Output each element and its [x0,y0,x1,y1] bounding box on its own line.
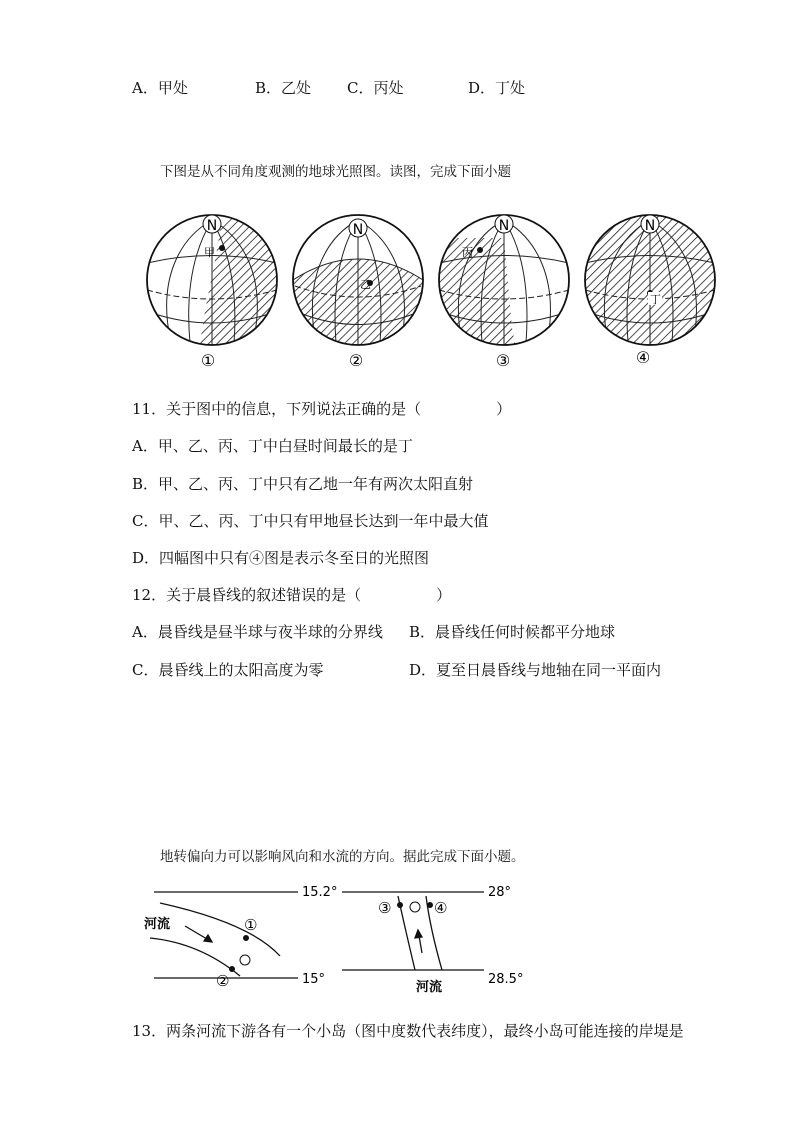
q10-option-b[interactable]: B．乙处 [255,79,312,97]
q12-option-b[interactable]: B．晨昏线任何时候都平分地球 [409,623,616,641]
q11-stem: 11．关于图中的信息，下列说法正确的是（ ） [132,400,512,418]
globe-1-caption: ① [200,351,216,370]
globe-3 [439,215,569,370]
q12-stem: 12．关于晨昏线的叙述错误的是（ ） [132,586,452,604]
globe-4-point: 丁 [650,293,661,306]
river-label-left: 河流 [144,917,171,932]
q12-option-c[interactable]: C．晨昏线上的太阳高度为零 [132,661,324,679]
q12-option-d[interactable]: D．夏至日晨昏线与地轴在同一平面内 [409,661,662,679]
river-label-right: 河流 [416,980,443,995]
globe-1 [147,208,300,370]
q11-option-c[interactable]: C．甲、乙、丙、丁中只有甲地昼长达到一年中最大值 [132,512,489,530]
globe-1-point: 甲 [204,246,215,259]
globe-4-caption: ④ [635,348,651,367]
globe-2-point: 乙 [360,278,371,291]
globe-2 [293,215,423,370]
q11-option-a[interactable]: A．甲、乙、丙、丁中白昼时间最长的是丁 [132,437,413,455]
q10-option-d[interactable]: D．丁处 [468,79,526,97]
q10-option-a[interactable]: A．甲处 [132,79,188,97]
globe-4 [580,208,720,368]
lat-bottom-left: 15° [302,972,326,987]
globe-2-pole: N [352,222,364,238]
bank-2: ② [216,972,230,990]
bank-3: ③ [378,899,392,917]
globe-4-pole: N [644,218,656,234]
q12-option-a[interactable]: A．晨昏线是昼半球与夜半球的分界线 [132,623,383,641]
intro-rivers: 地转偏向力可以影响风向和水流的方向。据此完成下面小题。 [160,849,525,865]
q10-option-c[interactable]: C．丙处 [347,79,404,97]
q11-option-d[interactable]: D．四幅图中只有④图是表示冬至日的光照图 [132,549,430,567]
globe-3-pole: N [498,218,510,234]
globes-figure [140,208,730,373]
q13-stem: 13．两条河流下游各有一个小岛（图中度数代表纬度），最终小岛可能连接的岸堤是 [132,1022,684,1040]
globe-1-pole: N [206,218,218,234]
river-left [150,892,298,978]
bank-1: ① [244,916,258,934]
river-figure [130,878,550,998]
lat-top-right: 28° [488,885,512,900]
bank-4: ④ [434,899,448,917]
lat-bottom-right: 28.5° [488,972,524,987]
globe-3-point: 丙 [462,246,473,259]
globe-3-caption: ③ [495,351,511,370]
globe-2-caption: ② [348,351,364,370]
intro-globes: 下图是从不同角度观测的地球光照图。读图，完成下面小题 [160,164,511,180]
lat-top-left: 15.2° [302,885,338,900]
q11-option-b[interactable]: B．甲、乙、丙、丁中只有乙地一年有两次太阳直射 [132,475,474,493]
